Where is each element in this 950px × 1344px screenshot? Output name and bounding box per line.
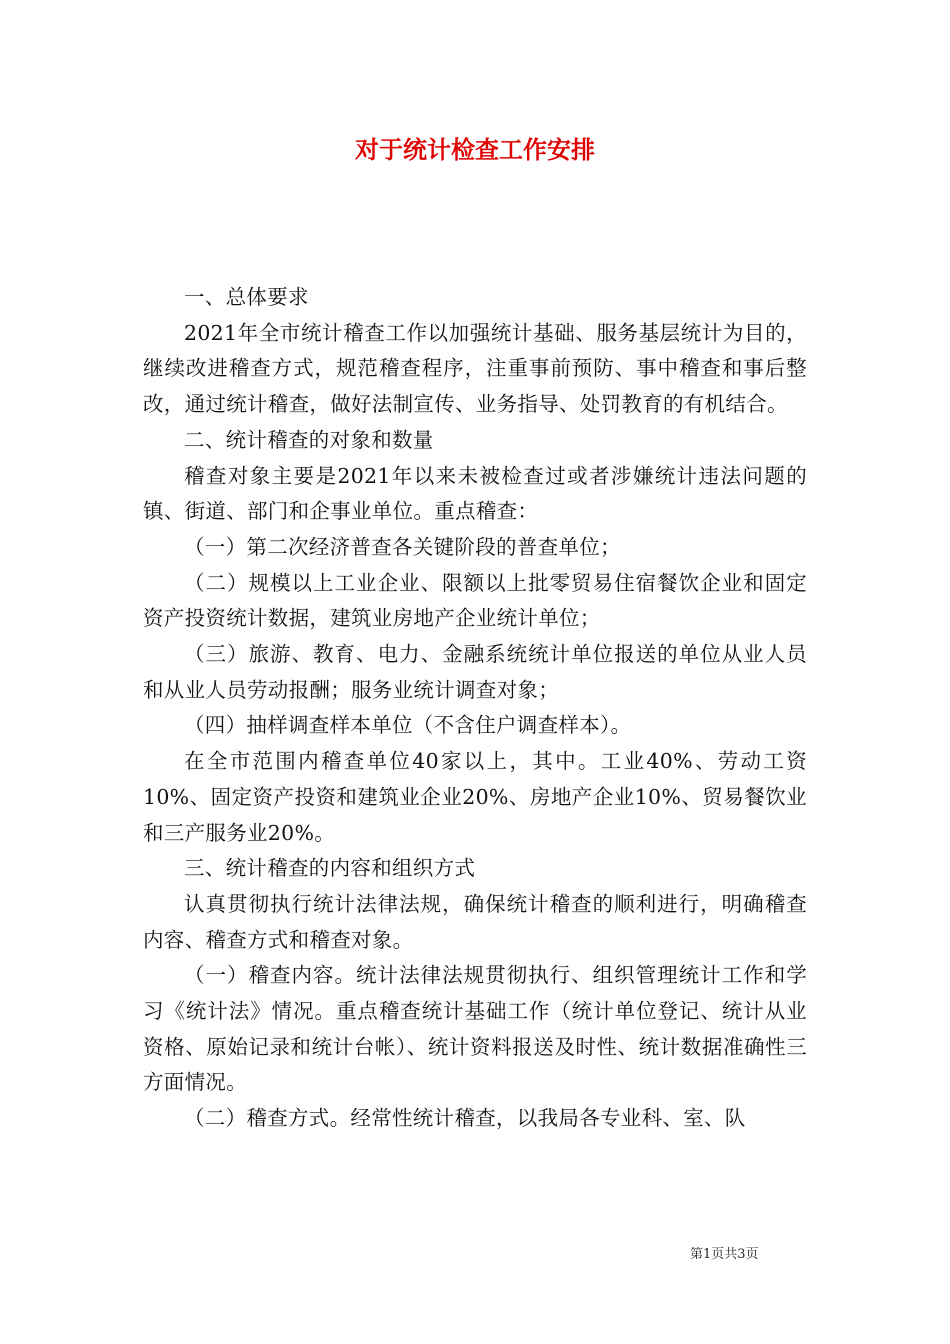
section-heading-content: 三、统计稽查的内容和组织方式 — [184, 856, 476, 881]
document-title: 对于统计检查工作安排 — [355, 135, 595, 164]
list-item: （一）稽查内容。统计法律法规贯彻执行、组织管理统计工作和学习《统计法》情况。重点稽查统计基础工作（统计单位登记、统计从业资格、原始记录和统计台帐）、统计资料报送及时性、统计数据准确性三方面情况。 — [143, 963, 807, 1095]
paragraph: 在全市范围内稽查单位40家以上，其中。工业40%、劳动工资10%、固定资产投资和建筑业企业20%、房地产企业10%、贸易餐饮业和三产服务业20%。 — [143, 749, 807, 845]
document-body — [143, 280, 807, 1137]
paragraph: 认真贯彻执行统计法律法规，确保统计稽查的顺利进行，明确稽查内容、稽查方式和稽查对象。 — [143, 891, 807, 952]
section-heading-targets: 二、统计稽查的对象和数量 — [184, 427, 434, 452]
page-number: 第1页共3页 — [690, 1247, 759, 1262]
paragraph: 2021年全市统计稽查工作以加强统计基础、服务基层统计为目的，继续改进稽查方式，规范稽查程序，注重事前预防、事中稽查和事后整改，通过统计稽查，做好法制宣传、业务指导、处罚教育的有机结合。 — [143, 320, 807, 417]
list-item: （二）稽查方式。经常性统计稽查，以我局各专业科、室、队 — [184, 1106, 746, 1131]
list-item: （三）旅游、教育、电力、金融系统统计单位报送的单位从业人员和从业人员劳动报酬；服务业统计调查对象； — [143, 642, 807, 702]
section-heading-general: 一、总体要求 — [184, 285, 309, 309]
list-item: （二）规模以上工业企业、限额以上批零贸易住宿餐饮企业和固定资产投资统计数据，建筑业房地产企业统计单位； — [143, 570, 807, 631]
paragraph: 稽查对象主要是2021年以来未被检查过或者涉嫌统计违法问题的镇、街道、部门和企事业单位。重点稽查： — [143, 463, 807, 524]
list-item: （一）第二次经济普查各关键阶段的普查单位； — [184, 534, 621, 559]
list-item: （四）抽样调查样本单位（不含住户调查样本）。 — [184, 713, 632, 738]
